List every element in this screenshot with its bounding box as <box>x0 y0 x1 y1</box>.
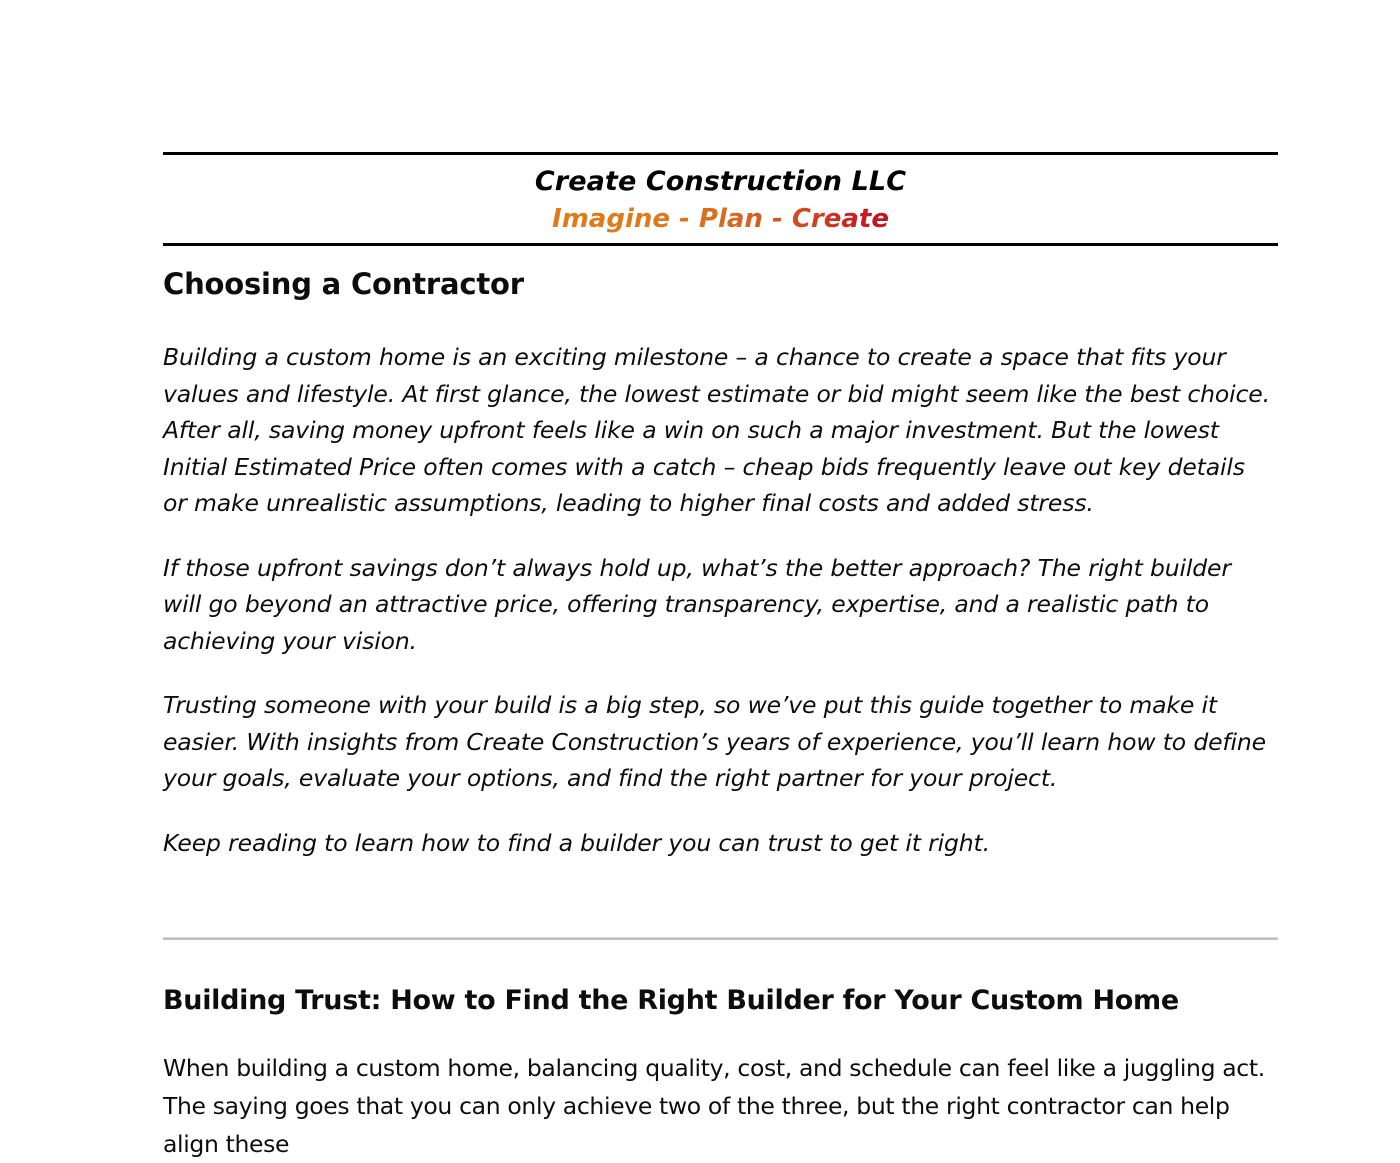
paragraph: Keep reading to learn how to find a builder you can trust to get it right. <box>163 828 990 857</box>
paragraph: Building a custom home is an exciting milestone – a chance to create a space that fits your values and lifestyle. At first glance, the lowest estimate or bid might seem like the best choice. After all, saving money upfront feels like a win on such a major investment. But the lowest Initial Estimated Price often comes with a catch – cheap bids frequently leave out key details or make unrealistic assumptions, leading to higher final costs and added stress. <box>163 343 1270 518</box>
company-name: Create Construction LLC <box>534 166 907 197</box>
section-heading: Building Trust: How to Find the Right Builder for Your Custom Home <box>163 985 1179 1016</box>
section-two <box>163 985 1278 1163</box>
paragraph: Trusting someone with your build is a big step, so we’ve put this guide together to make it easier. With insights from Create Construction’s years of experience, you’ll learn how to define your goals, evaluate your options, and find the right partner for your project. <box>163 691 1266 793</box>
page-title: Choosing a Contractor <box>163 267 524 301</box>
document-header <box>163 152 1278 246</box>
paragraph: If those upfront savings don’t always hold up, what’s the better approach? The right builder will go beyond an attractive price, offering transparency, expertise, and a realistic path to achieving your vision. <box>163 553 1231 655</box>
section-divider <box>163 937 1278 940</box>
paragraph: When building a custom home, balancing quality, cost, and schedule can feel like a juggling act. The saying goes that you can only achieve two of the three, but the right contractor can help align these <box>163 1054 1265 1159</box>
tagline-wrapper <box>163 199 1278 236</box>
company-tagline: Imagine - Plan - Create <box>552 203 889 234</box>
section-one <box>163 268 1273 861</box>
